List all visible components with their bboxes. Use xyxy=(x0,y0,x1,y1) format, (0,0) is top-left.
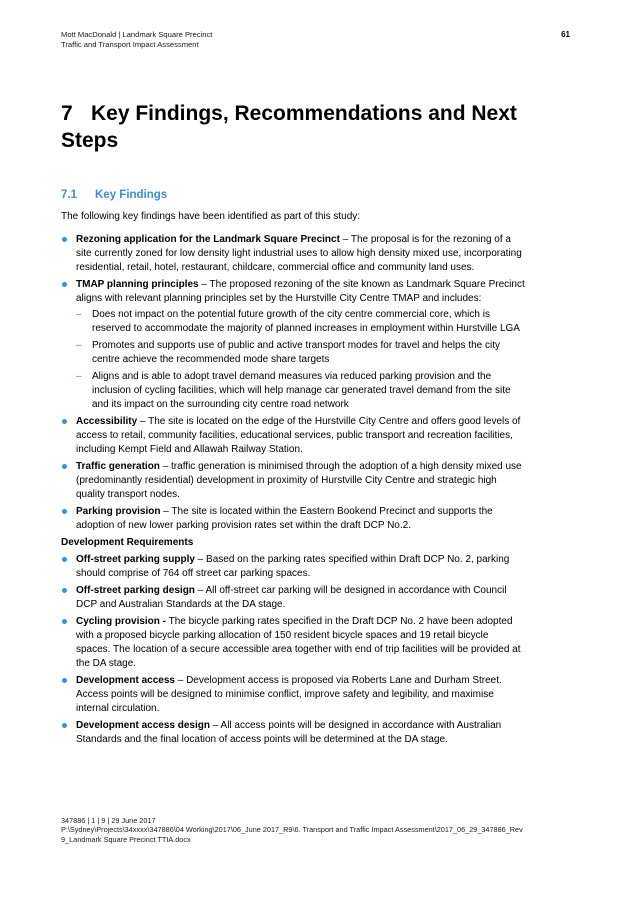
finding-item xyxy=(61,415,525,457)
requirement-item xyxy=(61,719,525,747)
requirement-lead: Development access xyxy=(76,675,175,686)
finding-item xyxy=(61,278,525,412)
intro-paragraph: The following key findings have been identified as part of this study: xyxy=(61,211,361,222)
finding-lead: Traffic generation xyxy=(76,461,160,472)
sub-item xyxy=(76,370,525,412)
bullet-dot-icon xyxy=(62,557,67,562)
header-line-1: Mott MacDonald | Landmark Square Precinct xyxy=(61,30,213,39)
bullet-dot-icon xyxy=(62,723,67,728)
section-number: 7.1 xyxy=(61,189,77,201)
finding-lead: Rezoning application for the Landmark Square Precinct xyxy=(76,234,340,245)
bullet-dot-icon xyxy=(62,237,67,242)
bullet-dot-icon xyxy=(62,678,67,683)
footer-file-path: P:\Sydney\Projects\34xxxx\347886\04 Working\2017\06_June 2017_R9\6. Transport and Traffic Impact Assessment\2017_06_29_347886_Rev 9_Landmark Square Precinct TTIA.docx xyxy=(61,825,523,844)
sub-item-text: Promotes and supports use of public and active transport modes for travel and helps the city centre achieve the recommended mode share targets xyxy=(92,340,500,365)
requirement-item xyxy=(61,584,525,612)
section-heading xyxy=(61,188,167,203)
page-footer xyxy=(61,816,551,844)
finding-item xyxy=(61,460,525,502)
findings-list xyxy=(61,233,525,750)
requirement-text: – Development access is proposed via Roberts Lane and Durham Street. Access points will be designed to minimise conflict, improve safety and legibility, and maximise internal circulation. xyxy=(76,675,502,714)
sub-item-text: Aligns and is able to adopt travel demand measures via reduced parking provision and the inclusion of cycling facilities, which will help manage car generated travel demand from the site and its impact on the surrounding city centre road network xyxy=(92,371,511,410)
bullet-dot-icon xyxy=(62,619,67,624)
bullet-dot-icon xyxy=(62,588,67,593)
section-title: Key Findings xyxy=(95,189,168,201)
footer-document-ref: 347886 | 1 | 9 | 29 June 2017 xyxy=(61,816,156,825)
dev-requirements-heading: Development Requirements xyxy=(61,537,194,548)
requirement-text: – Based on the parking rates specified within Draft DCP No. 2, parking should comprise of 764 off street car parking spaces. xyxy=(76,554,510,579)
dash-bullet-icon: – xyxy=(76,309,82,320)
chapter-number: 7 xyxy=(61,102,73,125)
finding-lead: Accessibility xyxy=(76,416,138,427)
finding-text: – The proposal is for the rezoning of a site currently zoned for low density light industrial uses to allow high density mixed use, incorporating residential, retail, hotel, restaurant, childcare, commercial office and community land uses. xyxy=(76,234,522,273)
bullet-dot-icon xyxy=(62,464,67,469)
sub-item-text: Does not impact on the potential future growth of the city centre commercial core, which is reserved to accommodate the majority of planned increases in employment within Hurstville LGA xyxy=(92,309,520,334)
requirement-text: – All access points will be designed in accordance with Australian Standards and the final location of access points will be determined at the DA stage. xyxy=(76,720,502,745)
requirement-text: – All off-street car parking will be designed in accordance with Council DCP and Australian Standards at the DA stage. xyxy=(76,585,507,610)
chapter-title: Key Findings, Recommendations and Next Steps xyxy=(61,102,517,152)
finding-text: – traffic generation is minimised through the adoption of a high density mixed use (predominantly residential) development in proximity of Hurstville City Centre and strategic high quality transport nodes. xyxy=(76,461,522,500)
tmap-sublist xyxy=(76,308,525,412)
requirement-lead: Off-street parking design xyxy=(76,585,195,596)
sub-item xyxy=(76,339,525,367)
header-line-2: Traffic and Transport Impact Assessment xyxy=(61,40,199,49)
bullet-dot-icon xyxy=(62,419,67,424)
bullet-dot-icon xyxy=(62,509,67,514)
chapter-heading xyxy=(61,100,561,154)
bullet-dot-icon xyxy=(62,282,67,287)
running-header xyxy=(61,30,212,50)
requirement-item xyxy=(61,615,525,671)
requirement-item xyxy=(61,553,525,581)
requirement-item xyxy=(61,674,525,716)
finding-item xyxy=(61,505,525,533)
requirement-lead: Off-street parking supply xyxy=(76,554,195,565)
dash-bullet-icon: – xyxy=(76,340,82,351)
finding-lead: TMAP planning principles xyxy=(76,279,199,290)
requirement-lead: Cycling provision - xyxy=(76,616,167,627)
requirement-text: The bicycle parking rates specified in the Draft DCP No. 2 have been adopted with a proposed bicycle parking allocation of 150 resident bicycle spaces and 19 retail bicycle spaces. The location of a secure accessible area together with end of trip facilities will be provided at the DA stage. xyxy=(76,616,521,669)
dash-bullet-icon: – xyxy=(76,371,82,382)
finding-lead: Parking provision xyxy=(76,506,161,517)
sub-item xyxy=(76,308,525,336)
finding-item xyxy=(61,233,525,275)
requirement-lead: Development access design xyxy=(76,720,210,731)
finding-text: – The proposed rezoning of the site known as Landmark Square Precinct aligns with relevant planning principles set by the Hurstville City Centre TMAP and includes: xyxy=(76,279,525,304)
page-number: 61 xyxy=(561,30,570,39)
finding-text: – The site is located on the edge of the Hurstville City Centre and offers good levels of access to retail, community facilities, educational services, public transport and recreation facilities, including Kempt Field and Allawah Railway Station. xyxy=(76,416,521,455)
finding-text: – The site is located within the Eastern Bookend Precinct and supports the adoption of new lower parking provision rates set within the draft DCP No.2. xyxy=(76,506,493,531)
